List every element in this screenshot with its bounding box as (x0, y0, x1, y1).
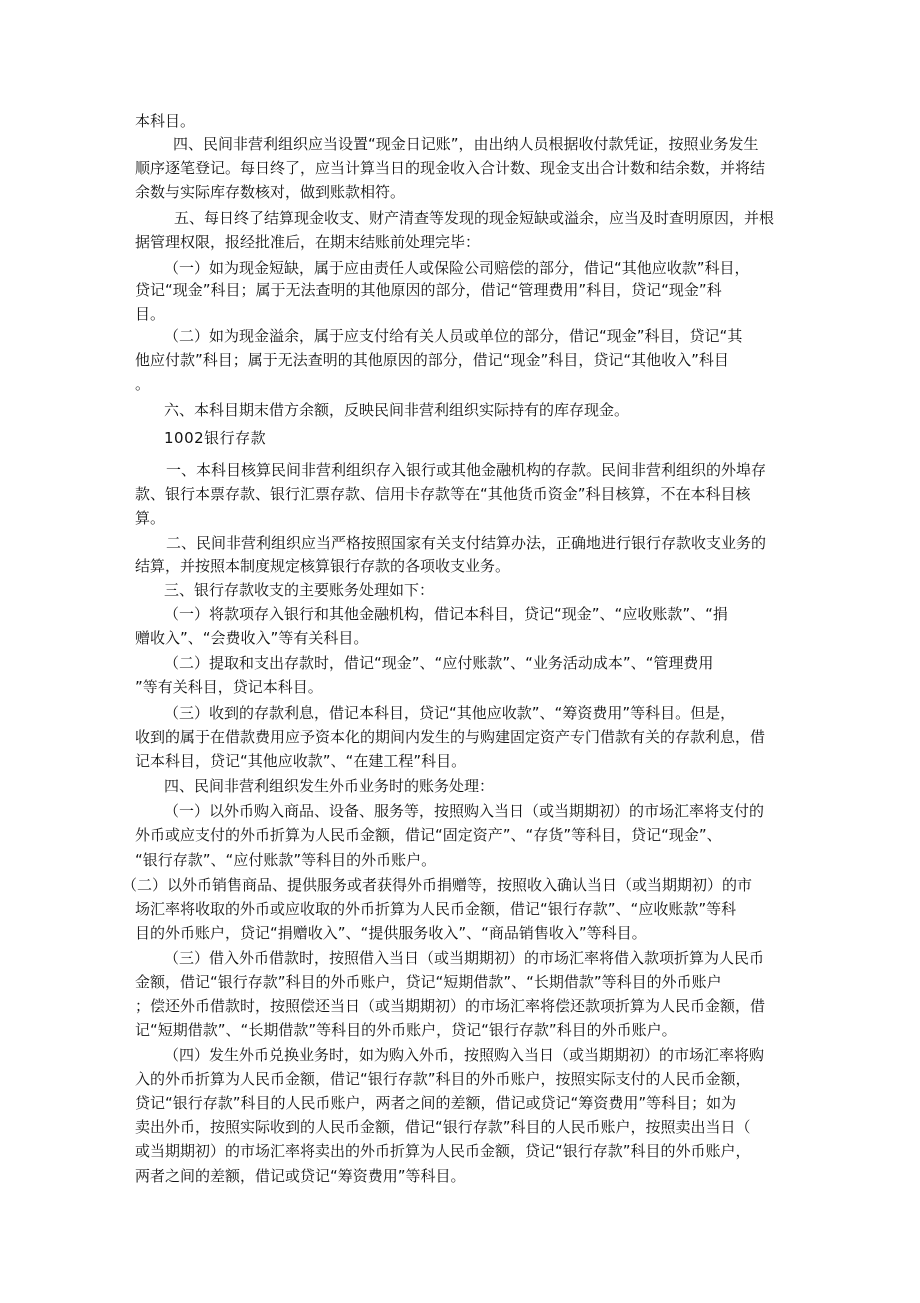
text-line: 贷记“现金”科目；属于无法查明的其他原因的部分，借记“管理费用”科目，贷记“现金”科 (135, 281, 722, 299)
text-line: “银行存款”、“应付账款”等科目的外币账户。 (135, 851, 437, 869)
text-line: 。 (135, 375, 151, 393)
text-line: 外币或应支付的外币折算为人民币金额，借记“固定资产”、“存货”等科目，贷记“现金”、 (135, 826, 722, 844)
text-line: 或当期期初）的市场汇率将卖出的外币折算为人民币金额，贷记“银行存款”科目的外币账户， (135, 1142, 751, 1160)
text-line: 算。 (135, 509, 166, 527)
text-line: 卖出外币，按照实际收到的人民币金额，借记“银行存款”科目的人民币账户，按照卖出当日（ (135, 1118, 751, 1136)
text-line: 余数与实际库存数核对，做到账款相符。 (135, 183, 406, 201)
text-line: 场汇率将收取的外币或应收取的外币折算为人民币金额，借记“银行存款”、“应收账款”等科 (135, 900, 737, 918)
text-line: 三、银行存款收支的主要账务处理如下： (164, 581, 435, 599)
text-line: 一、本科目核算民间非营利组织存入银行或其他金融机构的存款。民间非营利组织的外埠存 (166, 461, 767, 479)
text-line: 四、民间非营利组织应当设置“现金日记账”，由出纳人员根据收付款凭证，按照业务发生 (173, 135, 759, 153)
text-line: （一）将款项存入银行和其他金融机构，借记本科目，贷记“现金”、“应收账款”、“捐 (164, 605, 728, 623)
text-line: 记本科目，贷记“其他应收款”、“在建工程”科目。 (135, 752, 467, 770)
text-line: 记“短期借款”、“长期借款”等科目的外币账户，贷记“银行存款”科目的外币账户。 (135, 1021, 677, 1039)
text-line: 目。 (135, 305, 166, 323)
text-line: 赠收入”、“会费收入”等有关科目。 (135, 629, 369, 647)
text-line: 他应付款”科目；属于无法查明的其他原因的部分，借记“现金”科目，贷记“其他收入”科目 (135, 351, 729, 369)
text-line: （三）收到的存款利息，借记本科目，贷记“其他应收款”、“筹资费用”等科目。但是， (164, 704, 736, 722)
text-line: 四、民间非营利组织发生外币业务时的账务处理： (164, 777, 495, 795)
text-line: 据管理权限，报经批准后，在期末结账前处理完毕： (135, 233, 481, 251)
text-line: 六、本科目期末借方余额，反映民间非营利组织实际持有的库存现金。 (164, 401, 630, 419)
text-line: 贷记“银行存款”科目的人民币账户，两者之间的差额，借记或贷记“筹资费用”等科目；如为 (135, 1094, 737, 1112)
text-line: （四）发生外币兑换业务时，如为购入外币，按照购入当日（或当期期初）的市场汇率将购 (164, 1046, 765, 1064)
text-line: 二、民间非营利组织应当严格按照国家有关支付结算办法，正确地进行银行存款收支业务的 (166, 534, 767, 552)
text-line: 金额，借记“银行存款”科目的外币账户，贷记“短期借款”、“长期借款”等科目的外币账户 (135, 973, 722, 991)
text-line: （三）借入外币借款时，按照借入当日（或当期期初）的市场汇率将借入款项折算为人民币 (164, 949, 765, 967)
text-line: 顺序逐笔登记。每日终了，应当计算当日的现金收入合计数、现金支出合计数和结余数，并将结 (135, 159, 766, 177)
text-line: 两者之间的差额，借记或贷记“筹资费用”等科目。 (135, 1167, 466, 1185)
text-line: 目的外币账户，贷记“捐赠收入”、“提供服务收入”、“商品销售收入”等科目。 (135, 924, 647, 942)
text-line: ”等有关科目，贷记本科目。 (135, 678, 323, 696)
text-line: ；偿还外币借款时，按照偿还当日（或当期期初）的市场汇率将偿还款项折算为人民币金额，借 (135, 997, 766, 1015)
text-line: 款、银行本票存款、银行汇票存款、信用卡存款等在“其他货币资金”科目核算，不在本科目核 (135, 485, 751, 503)
text-line: 五、每日终了结算现金收支、财产清查等发现的现金短缺或溢余，应当及时查明原因，并根 (174, 209, 775, 227)
text-line: 结算，并按照本制度规定核算银行存款的各项收支业务。 (135, 557, 511, 575)
text-line: （二）以外币销售商品、提供服务或者获得外币捐赠等，按照收入确认当日（或当期期初）的市 (122, 876, 753, 894)
section-heading: 1002银行存款 (164, 429, 267, 447)
text-line: （一）如为现金短缺，属于应由责任人或保险公司赔偿的部分，借记“其他应收款”科目， (164, 259, 750, 277)
text-line: （一）以外币购入商品、设备、服务等，按照购入当日（或当期期初）的市场汇率将支付的 (164, 802, 765, 820)
text-line: 本科目。 (135, 112, 196, 130)
text-line: （二）如为现金溢余，属于应支付给有关人员或单位的部分，借记“现金”科目，贷记“其 (164, 327, 743, 345)
text-line: 收到的属于在借款费用应予资本化的期间内发生的与购建固定资产专门借款有关的存款利息，借 (135, 728, 766, 746)
text-line: （二）提取和支出存款时，借记“现金”、“应付账款”、“业务活动成本”、“管理费用 (164, 654, 714, 672)
text-line: 入的外币折算为人民币金额，借记“银行存款”科目的外币账户，按照实际支付的人民币金额， (135, 1070, 751, 1088)
